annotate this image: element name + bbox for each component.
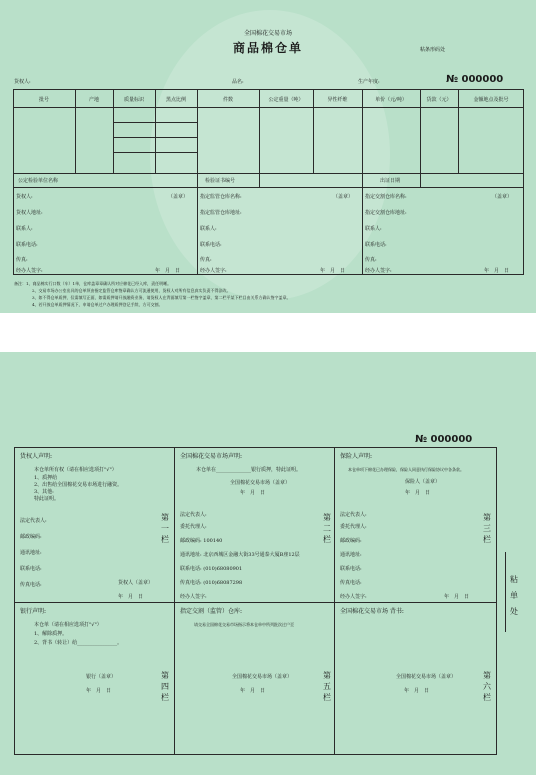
col-black-dot: 黑点比例 bbox=[165, 97, 186, 103]
col-location: 金额地点及批号 bbox=[473, 97, 509, 103]
owner-certify: 特此证明。 bbox=[34, 496, 60, 502]
note-1: 备注：1、商品棉实行口数（车）1单，仓库盖章章确认所对应棉花已经入库，责任明晰。 bbox=[14, 281, 172, 286]
p1-legal-rep: 法定代表人: bbox=[20, 518, 47, 524]
bank-option-endorse: 2、背书（转让）给________________。 bbox=[34, 640, 123, 646]
column-5-tag: 第五栏 bbox=[323, 671, 331, 702]
column-1-tag: 第一栏 bbox=[161, 513, 169, 544]
receipt-number: № 000000 bbox=[446, 74, 504, 85]
delivery-phone-field: 联系电话: bbox=[365, 242, 387, 248]
warehouse-receipt-back bbox=[0, 352, 536, 775]
bank-option-release: 1、解除质押。 bbox=[34, 631, 68, 637]
p3-seal: 保险人（盖章） bbox=[405, 479, 441, 485]
supervision-seal: （盖章） bbox=[333, 194, 354, 200]
p3-date: 年 月 日 bbox=[405, 490, 431, 496]
p2-fax: 传真电话: (010)68087298 bbox=[180, 580, 243, 586]
owner-contact-field: 联系人: bbox=[16, 226, 33, 232]
col-foreign-fiber: 异性纤维 bbox=[327, 97, 348, 103]
product-label: 品名: bbox=[232, 79, 244, 85]
cert-number-label: 检验证书编号 bbox=[205, 178, 236, 184]
p3-legal-rep: 法定代表人: bbox=[340, 512, 367, 518]
delivery-sign-date: 年 月 日 bbox=[484, 268, 510, 274]
supervision-sign-date: 年 月 日 bbox=[320, 268, 346, 274]
p3-sign-date: 年 月 日 bbox=[444, 594, 470, 600]
market-statement-line: 本仓单在______________银行质押，特此证明。 bbox=[196, 467, 302, 473]
p3-fax: 传真电话: bbox=[340, 580, 362, 586]
p3-sign: 经办人签字: bbox=[340, 594, 367, 600]
supervision-name-field: 指定监管仓库名称: bbox=[200, 194, 242, 200]
note-2: 2、交易市场办公室出具的仓单须由指定监管仓库签章确认方可流通使用，货权人对所有信息真实负责不得涂改。 bbox=[32, 288, 231, 293]
receipt-table bbox=[13, 89, 524, 275]
owner-label: 货权人: bbox=[14, 79, 31, 85]
supervision-contact-field: 联系人: bbox=[200, 226, 217, 232]
col-batch: 批号 bbox=[38, 97, 49, 103]
delivery-contact-field: 联系人: bbox=[365, 226, 382, 232]
owner-fax-field: 传真: bbox=[16, 257, 28, 263]
col-origin: 产地 bbox=[88, 97, 99, 103]
owner-statement-head: 货权人声明: bbox=[20, 453, 53, 460]
col-quality: 质量标识 bbox=[123, 97, 144, 103]
col-weight: 公定重量（吨） bbox=[268, 97, 304, 103]
owner-seal: （盖章） bbox=[168, 194, 189, 200]
p4-seal: 银行（盖章） bbox=[86, 674, 117, 680]
column-2-tag: 第二栏 bbox=[323, 513, 331, 544]
supervision-address-field: 指定监管仓库地址: bbox=[200, 210, 242, 216]
receipt-title: 商品棉仓单 bbox=[232, 41, 303, 55]
col-unit-price: 单价（元/吨） bbox=[375, 97, 407, 103]
inspection-unit-label: 公定检验单位名称 bbox=[18, 178, 59, 184]
p2-date: 年 月 日 bbox=[240, 490, 266, 496]
owner-option-sell: 2、出售给全国棉花交易市场进行融资。 bbox=[34, 482, 123, 488]
p1-seal: 货权人（盖章） bbox=[118, 580, 154, 586]
warehouse-statement-head: 指定交割（监管）仓库: bbox=[180, 608, 243, 615]
bank-statement-line: 本仓单（请在相应选项打"√"） bbox=[34, 622, 102, 628]
p1-date: 年 月 日 bbox=[118, 594, 144, 600]
p6-seal: 全国棉花交易市场（盖章） bbox=[396, 674, 457, 680]
delivery-name-field: 指定交割仓库名称: bbox=[365, 194, 407, 200]
owner-sign-date: 年 月 日 bbox=[155, 268, 181, 274]
p1-phone: 联系电话: bbox=[20, 566, 42, 572]
note-4: 4、若开放仓单质押情况下，申请仓单过户办理质押登记手续，方可交割。 bbox=[32, 302, 163, 307]
delivery-sign-field: 经办人签字: bbox=[365, 268, 392, 274]
issue-date-label: 出证日期 bbox=[380, 178, 401, 184]
p2-phone: 联系电话: (010)68080901 bbox=[180, 566, 243, 572]
p3-agent: 委托代理人: bbox=[340, 524, 367, 530]
supervision-sign-field: 经办人签字: bbox=[200, 268, 227, 274]
insurer-statement-line: 本仓单项下棉花已办理保险，保险人同意执行保险协议中各条款。 bbox=[348, 467, 464, 472]
col-pieces: 件数 bbox=[222, 97, 233, 103]
market-name: 全国棉花交易市场 bbox=[243, 30, 292, 37]
p5-date: 年 月 日 bbox=[240, 688, 266, 694]
delivery-address-field: 指定交割仓库地址: bbox=[365, 210, 407, 216]
owner-phone-field: 联系电话: bbox=[16, 242, 38, 248]
warehouse-statement-line: 请交易全国棉花交易市场指示将本仓单中所列批次过户至 bbox=[194, 622, 294, 627]
column-3-tag: 第三栏 bbox=[483, 513, 491, 544]
owner-field: 货权人: bbox=[16, 194, 33, 200]
column-6-tag: 第六栏 bbox=[483, 671, 491, 702]
bank-statement-head: 银行声明: bbox=[20, 608, 47, 615]
barcode-label: 粘条形码处 bbox=[420, 47, 446, 53]
supervision-phone-field: 联系电话: bbox=[200, 242, 222, 248]
p6-date: 年 月 日 bbox=[404, 688, 430, 694]
insurer-statement-head: 保险人声明: bbox=[340, 453, 373, 460]
p3-phone: 联系电话: bbox=[340, 566, 362, 572]
owner-option-other: 3、其他: bbox=[34, 489, 54, 495]
market-endorsement-head: 全国棉花交易市场 背书: bbox=[340, 608, 404, 615]
p2-sign: 经办人签字: bbox=[180, 594, 207, 600]
supervision-fax-field: 传真: bbox=[200, 257, 212, 263]
warehouse-receipt-front bbox=[0, 0, 536, 313]
rider-attach-label: 粘单处 bbox=[510, 575, 518, 616]
p1-postcode: 邮政编码: bbox=[20, 534, 42, 540]
p3-address: 通讯地址: bbox=[340, 552, 362, 558]
p5-seal: 全国棉花交易市场（盖章） bbox=[232, 674, 293, 680]
p2-agent: 委托代理人: bbox=[180, 524, 207, 530]
note-3: 3、如不得仓单质押，仅需填写正面，如需质押请开放融资业务，请货权人在背面填写第一栏签字盖章，第二栏平某下栏目由关系方确认签字盖章。 bbox=[32, 295, 291, 300]
delivery-fax-field: 传真: bbox=[365, 257, 377, 263]
column-4-tag: 第四栏 bbox=[161, 671, 169, 702]
p3-postcode: 邮政编码: bbox=[340, 538, 362, 544]
market-statement-head: 全国棉花交易市场声明: bbox=[180, 453, 243, 460]
year-label: 生产年度: bbox=[358, 79, 380, 85]
owner-option-pledge: 1、质押给 bbox=[34, 475, 58, 481]
owner-sign-field: 经办人签字: bbox=[16, 268, 43, 274]
p1-address: 通讯地址: bbox=[20, 550, 42, 556]
p2-legal-rep: 法定代表人: bbox=[180, 512, 207, 518]
p2-address: 通讯地址: 北京西城区金融大街33号通泰大厦B座12层 bbox=[180, 552, 300, 558]
delivery-seal: （盖章） bbox=[492, 194, 513, 200]
p2-postcode: 邮政编码: 100140 bbox=[180, 538, 223, 544]
p4-date: 年 月 日 bbox=[86, 688, 112, 694]
owner-statement-line: 本仓单所有权（请在相应选项打"√"） bbox=[34, 467, 117, 473]
p2-seal: 全国棉花交易市场（盖章） bbox=[230, 480, 291, 486]
p1-fax: 传真电话: bbox=[20, 582, 42, 588]
col-payment: 货款（元） bbox=[426, 97, 452, 103]
owner-address-field: 货权人地址: bbox=[16, 210, 43, 216]
back-receipt-number: № 000000 bbox=[415, 434, 473, 445]
